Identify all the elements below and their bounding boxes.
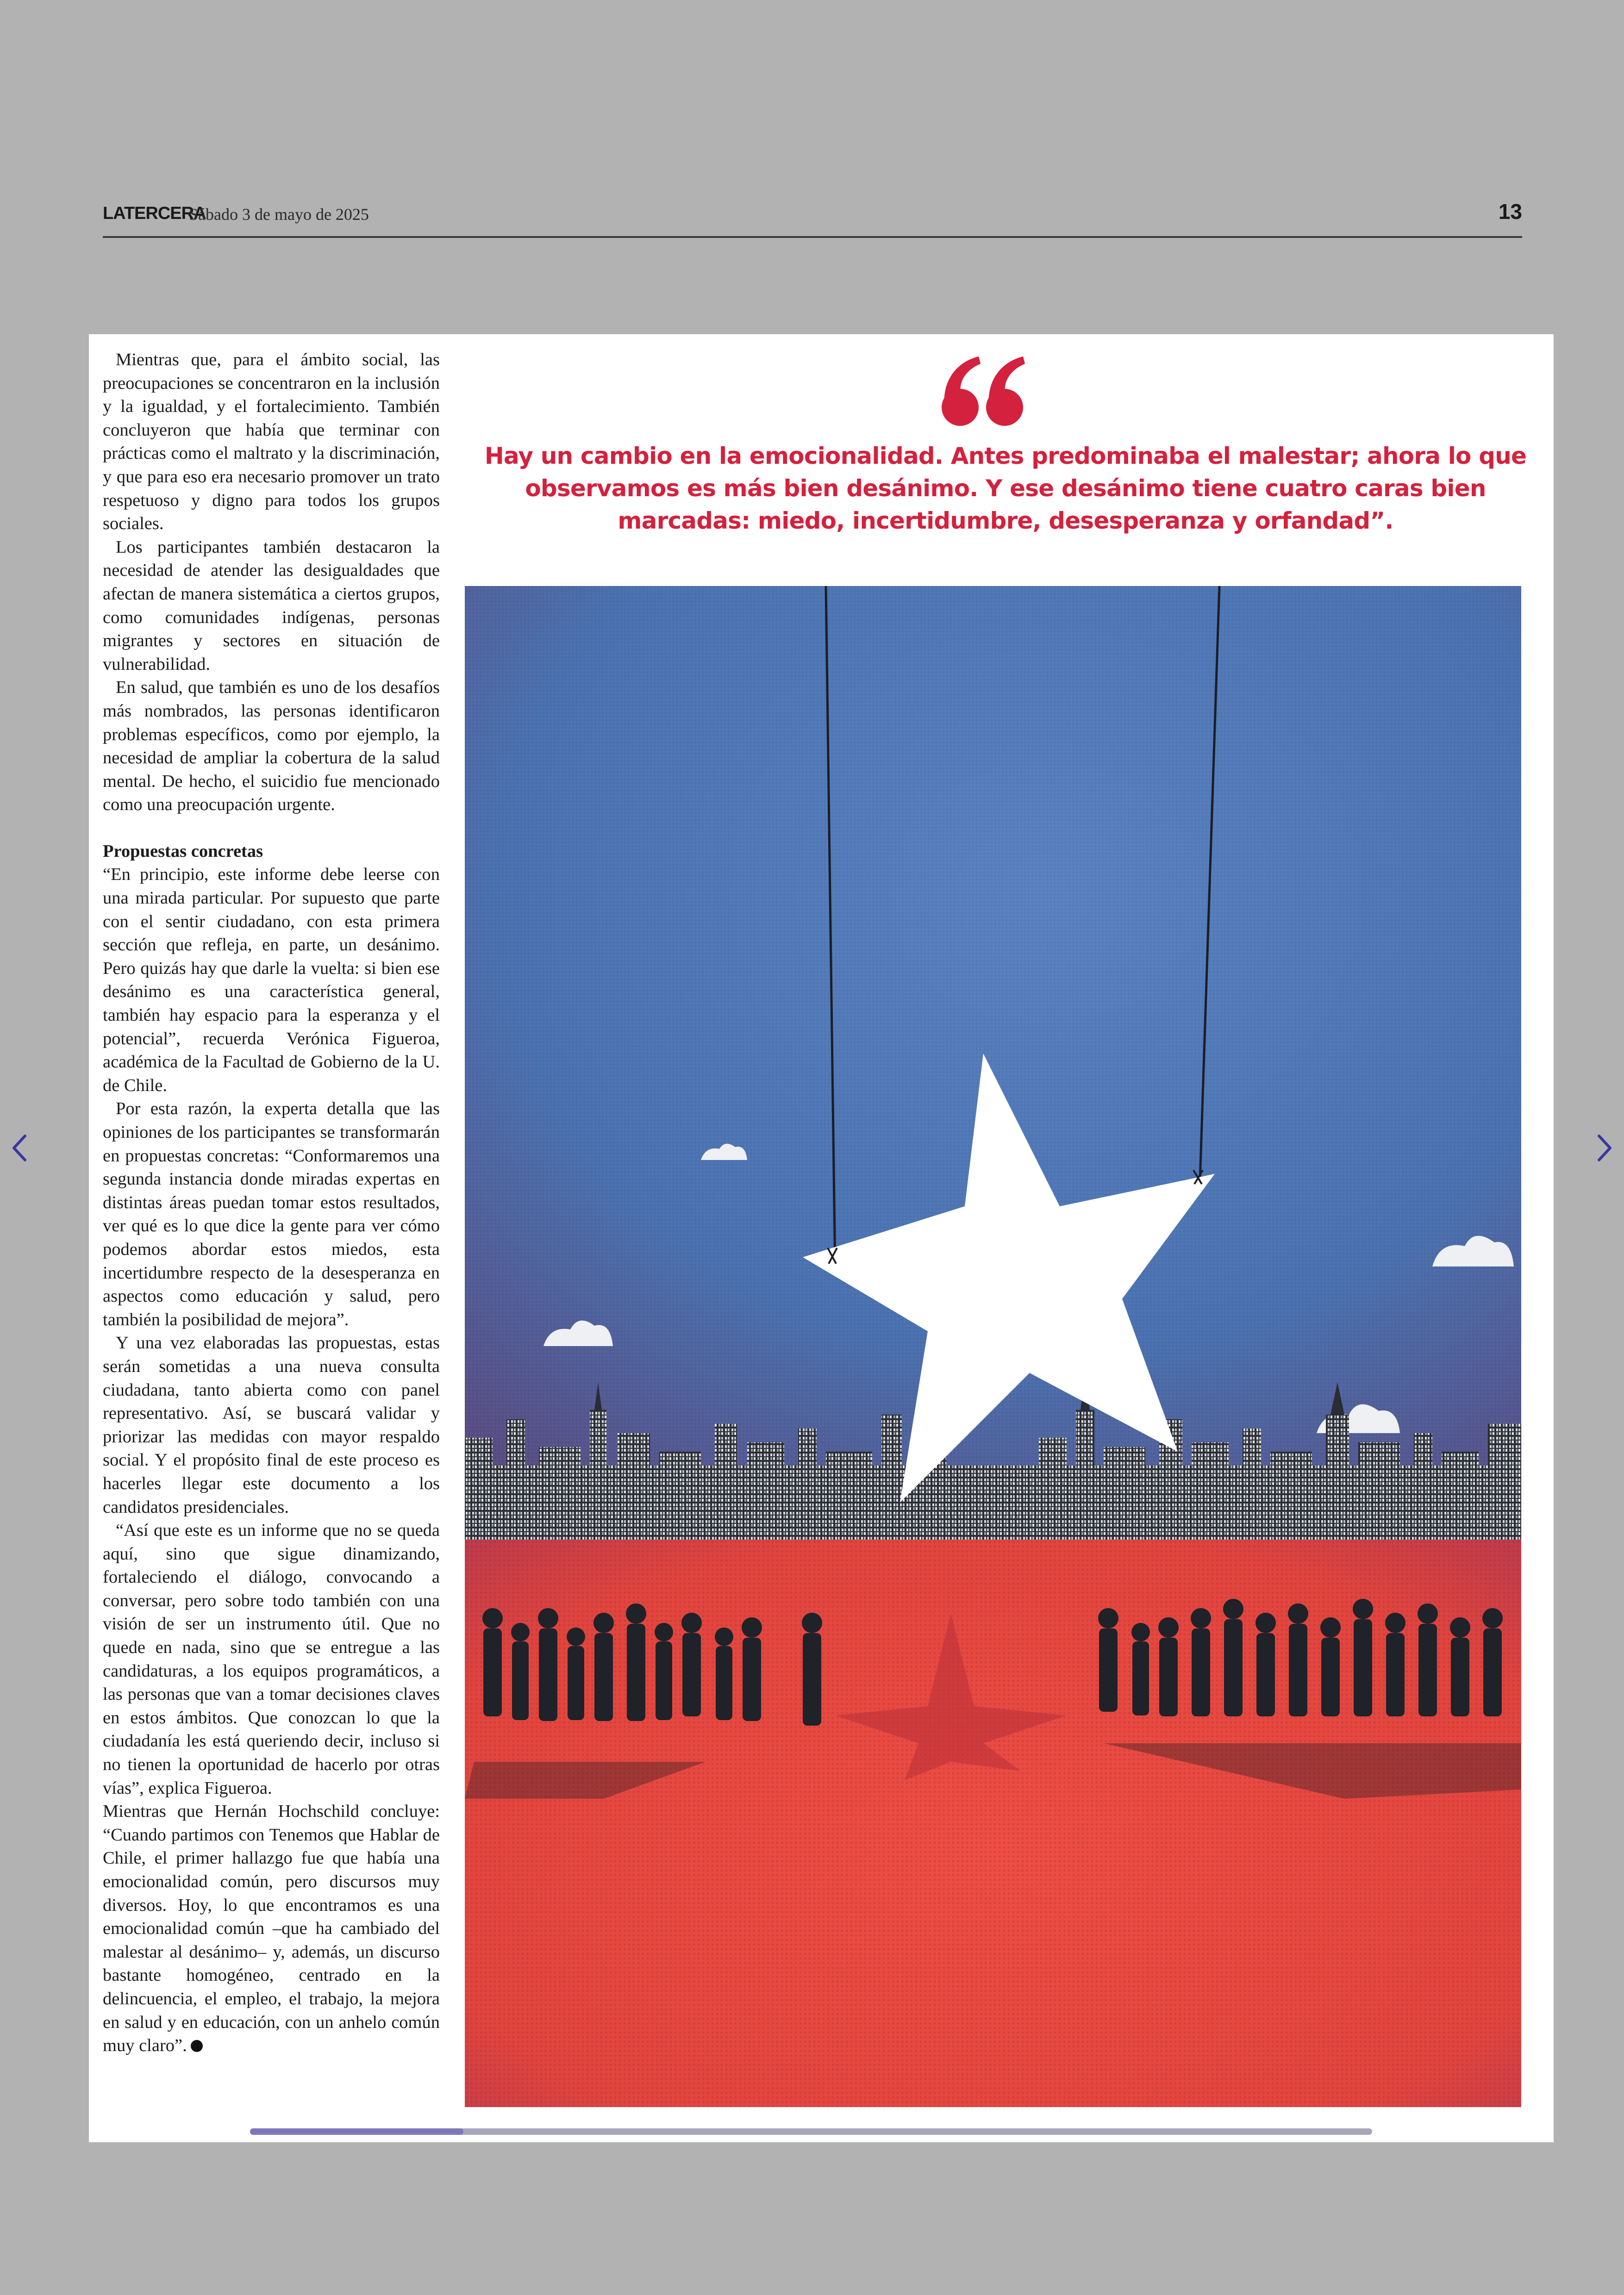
next-page-button[interactable] xyxy=(1590,1129,1618,1166)
newspaper-page xyxy=(89,334,1554,2142)
page-header xyxy=(103,199,1522,238)
previous-page-button[interactable] xyxy=(6,1129,34,1166)
quote-mark-icon xyxy=(936,348,1029,431)
article-paragraph: Por esta razón, la experta detalla que las opiniones de los participantes se transformarán en propuestas concretas: “Conformaremos una segunda instancia donde miradas expertas en distintas áreas puedan tomar estos resultados, ver qué es lo que dice la gente para ver cómo podemos abordar estos miedos, esta incertidumbre respecto de la desesperanza en aspectos como educación y salud, pero también la posibilidad de mejora”. xyxy=(103,1099,440,1329)
article-column xyxy=(103,348,440,2121)
article-paragraph: “En principio, este informe debe leerse con una mirada particular. Por supuesto que parte con el sentir ciudadano, con esta primera sección que refleja, en parte, un desánimo. Pero quizás hay que darle la vuelta: si bien ese desánimo es una característica general, también hay espacio para la esperanza y el potencial”, recuerda Verónica Figueroa, académica de la Facultad de Gobierno de la U. de Chile. xyxy=(103,865,440,1095)
chile-flag-illustration xyxy=(465,586,1521,2107)
reading-progress-bar[interactable] xyxy=(250,2128,1372,2135)
article-paragraph: Mientras que, para el ámbito social, las preocupaciones se concentraron en la inclusión y la igualdad, y el fortalecimiento. También concluyeron que había que terminar con prácticas como el maltrato y la discriminación, y que para eso era necesario promover un trato respetuoso y digno para todos los grupos sociales. xyxy=(103,350,440,534)
article-paragraph: En salud, que también es uno de los desafíos más nombrados, las personas identificaron problemas específicos, como por ejemplo, la necesidad de ampliar la cobertura de la salud mental. De hecho, el suicidio fue mencionado como una preocupación urgente. xyxy=(103,678,440,815)
article-paragraph: “Así que este es un informe que no se queda aquí, sino que sigue dinamizando, fortaleciendo el diálogo, convocando a conversar, pero sobre todo también con una visión de ser un instrumento útil. Que no quede en nada, sino que se entregue a las candidaturas, a los equipos programáticos, a las personas que van a tomar decisiones claves en estos ámbitos. Que conozcan lo que la ciudadanía les está queriendo decir, incluso si no tienen la oportunidad de hacerlo por otras vías”, explica Figueroa. xyxy=(103,1521,440,1798)
page-number: 13 xyxy=(1498,200,1522,224)
article-paragraph: Los participantes también destacaron la necesidad de atender las desigualdades que afectan de manera sistemática a ciertos grupos, como comunidades indígenas, personas migrantes y sectores en situación de vulnerabilidad. xyxy=(103,537,440,674)
article-final-paragraph xyxy=(103,1800,440,2058)
final-paragraph-text: Mientras que Hernán Hochschild concluye: “Cuando partimos con Tenemos que Hablar de Chile, el primer hallazgo fue que había una emocionalidad común, pero discursos muy diversos. Hoy, lo que encontramos es una emocionalidad común –que ha cambiado del malestar al desánimo– y, además, un discurso bastante homogéneo, centrado en la delincuencia, el empleo, el trabajo, la mejora en salud y en educación, con un anhelo común muy claro”. xyxy=(103,1802,440,2056)
chevron-left-icon xyxy=(6,1129,34,1166)
issue-date: Sábado 3 de mayo de 2025 xyxy=(189,205,369,224)
article-paragraph: Y una vez elaboradas las propuestas, estas serán sometidas a una nueva consulta ciudadana, tanto abierta como con panel representativo. Así, se buscará validar y priorizar las medidas con mayor respaldo social. Y el propósito final de este proceso es hacerles llegar este documento a los candidatos presidenciales. xyxy=(103,1333,440,1517)
reading-progress-fill xyxy=(250,2128,463,2135)
chevron-right-icon xyxy=(1590,1129,1618,1166)
newspaper-brand: LATERCERA xyxy=(103,204,206,223)
pull-quote: Hay un cambio en la emocionalidad. Antes predominaba el malestar; ahora lo que observamos es más bien desánimo. Y ese desánimo tiene cuatro caras bien marcadas: miedo, incertidumbre, desesperanza y orfandad”. xyxy=(484,443,1527,534)
article-subheading: Propuestas concretas xyxy=(103,841,263,861)
end-of-article-icon xyxy=(191,2040,203,2052)
